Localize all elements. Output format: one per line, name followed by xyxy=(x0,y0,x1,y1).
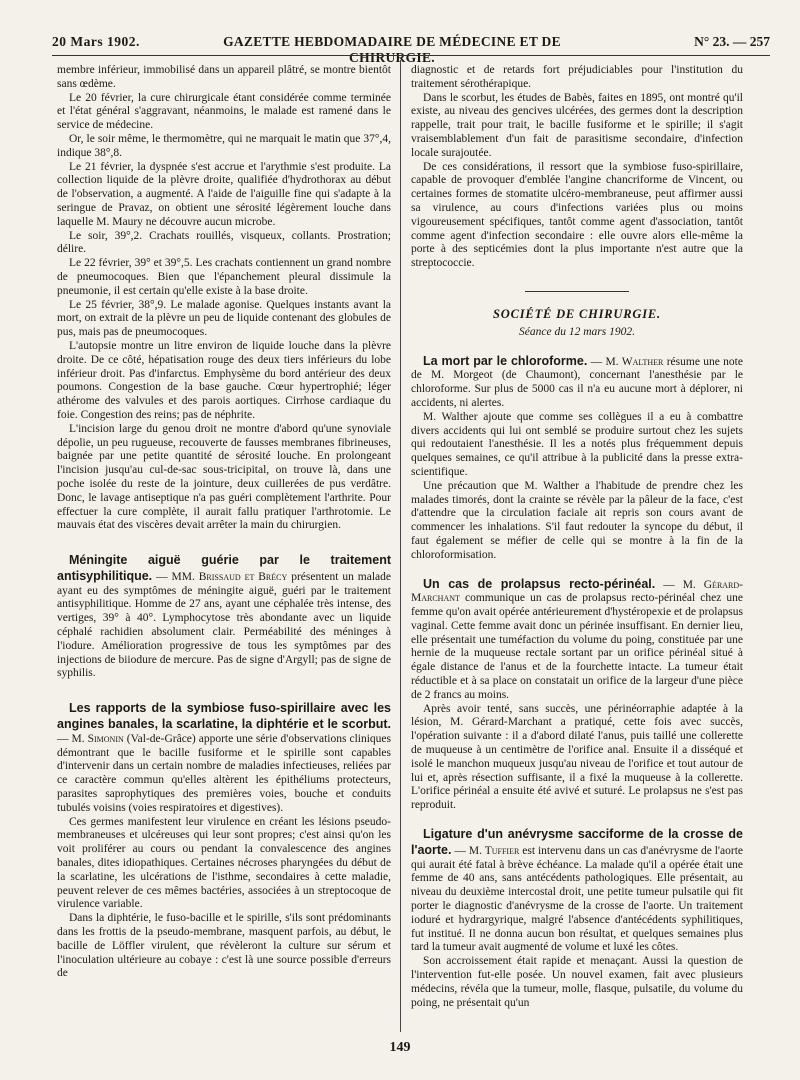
paragraph: Le soir, 39°,2. Crachats rouillés, visqueux, collants. Prostration; délire. xyxy=(57,229,391,256)
issue-date: 20 Mars 1902. xyxy=(52,34,140,49)
article-prolapsus: Un cas de prolapsus recto-périnéal. — M. Gérard-Marchant communique un cas de prolapsus recto-périnéal chez une femme qu'on avait opérée antérieurement d'hystéropexie et de prolapsus vaginal. Cette femme avait donc un périnée insuffisant. En dernier lieu, elle présentait une tuméfaction du volume du poing, constituée par une hernie de la muqueuse rectale sortant par un orifice périnéal situé à égale distance de l'anus et de la fourchette intacte. La tumeur était réductible et à sa place on constatait un orifice de la largeur d'une pièce de 2 francs au moins. xyxy=(411,576,744,701)
paragraph: membre inférieur, immobilisé dans un appareil plâtré, se montre bientôt sans œdème. xyxy=(57,64,391,90)
paragraph: Le 20 février, la cure chirurgicale étant considérée comme terminée et l'état général s'aggravant, néanmoins, le malade est ramené dans le service de médecine. xyxy=(57,91,391,132)
section-separator xyxy=(525,291,629,292)
header-rule xyxy=(52,55,770,56)
article-body: présentent un malade ayant eu des symptômes de méningite aiguë, guéri par le traitement antisyphilitique. Homme de 27 ans, ayant une céphalée très intense, des vertiges, 39° à 40°. Lymphocytose très abondante avec un liquide céphalé rachidien absolument clair. Perméabilité des méninges à l'iodure. Amélioration progressive de tous les symptômes par des injections de biiodure de mercure. Pas de signe d'Argyll; pas de signe de syphilis. xyxy=(57,570,392,680)
paragraph: Le 22 février, 39° et 39°,5. Les crachats contiennent un grand nombre de pneumocoques. Bien que l'épanchement pleural dissimule la pneumonie, il est certain qu'elle existe à la base droite. xyxy=(57,257,391,297)
paragraph: Ces germes manifestent leur virulence en créant les lésions pseudo-membraneuses et ulcéreuses qui leur sont propres; c'est ainsi qu'on les voit proliférer au cours ou pendant la convalescence des angines banales, dites idiopathiques. Certaines nécroses pharyngées du début de la scarlatine, les ulcérations de l'isthme, secondaires à cette maladie, peuvent relever de ces mêmes bactéries, associées à un streptocoque de virulence variable. xyxy=(57,815,391,911)
paragraph: Dans la diphtérie, le fuso-bacille et le spirille, s'ils sont prédominants dans les frottis de la pseudo-membrane, masquent parfois, au début, le bacille de Löffler virulent, que révèleront la culture sur sérum et l'inoculation ultérieure au cobaye : c'est là une source possible d'erreurs de xyxy=(57,912,391,980)
article-body: communique un cas de prolapsus recto-périnéal chez une femme qu'on avait opérée antérieurement d'hystéropexie et de prolapsus vaginal. Cette femme avait donc un périnée insuffisant. En dernier lieu, elle présentait une tuméfaction du volume du poing, constituée par une hernie de la muqueuse rectale sortant par un orifice périnéal situé à égale distance de l'anus et de la fourchette intacte. La tumeur était réductible et à sa place on constatait un orifice de la largeur d'une pièce de 2 francs au moins. xyxy=(411,592,743,701)
paragraph: Après avoir tenté, sans succès, une périnéorraphie adaptée à la lésion, M. Gérard-Marchant a pratiqué, cette fois avec succès, l'opération suivante : il a d'abord dilaté l'anus, puis taillé une collerette de muqueuse à un centimètre de l'orifice anal. Ensuite il a disséqué et isolé le manchon muqueux jusqu'au niveau de l'orifice et tout autour de lui et, après résection suffisante, il a fixé la muqueuse à la collerette. L'orifice périnéal a ensuite été avivé et suturé. Le prolapsus ne s'est pas reproduit. xyxy=(411,702,743,812)
issue-page-number: N° 23. — 257 xyxy=(694,34,770,49)
running-header xyxy=(52,32,770,65)
article-author: MM. Brissaud et Brécy xyxy=(171,570,288,583)
paragraph: L'incision large du genou droit ne montre d'abord qu'une synoviale dépolie, un peu rugueuse, recouverte de fausses membranes fibrineuses, baignée par une petite quantité de sérosité louche. En prolongeant l'incision jusqu'au cul-de-sac sous-tricipital, on trouve là, dans une poche isolée du reste de la jointure, deux cuillerées de pus verdâtre. Donc, le lavage antiseptique n'a pas guéri complètement l'arthrite. Pour effectuer la cure complète, il aurait fallu pratiquer l'arthrotomie. Le mauvais état des viscères devait arrêter la main du chirurgien. xyxy=(57,422,391,532)
paragraph: Or, le soir même, le thermomètre, qui ne marquait le matin que 37°,4, indique 38°,8. xyxy=(57,132,391,159)
article-body: résume une note de M. Morgeot (de Chaumont), concernant l'anesthésie par le chloroforme. Sur plus de 5000 cas il n'a eu aucune mort à déplorer, ni accidents, ni alertes. xyxy=(411,355,743,409)
article-title: Les rapports de la symbiose fuso-spirillaire avec les angines banales, la scarlatine, la diphtérie et le scorbut. xyxy=(57,701,391,732)
paragraph: M. Walther ajoute que comme ses collègues il a eu à combattre divers accidents qui lui ont semblé se produire surtout chez les sujets qui redoutaient l'anesthésie. Il les a notés plus fréquemment depuis quelques semaines, ce qu'il attribue à la publicité dans la presse extra-scientifique. xyxy=(411,410,743,478)
paragraph: De ces considérations, il ressort que la symbiose fuso-spirillaire, capable de provoquer d'emblée l'angine chancriforme de Vincent, ou certaines formes de stomatite ulcéro-membraneuse, peut affirmer aussi sa virulence, au cours d'infections variées plus ou moins vigoureusement spécifiques, tantôt comme agent d'association, tantôt comme agent d'infection secondaire : elle ouvre alors elle-même la porte à des septicémies dont la plus importante n'est autre que la streptococcie. xyxy=(411,160,743,270)
article-anevrysme: Ligature d'un anévrysme sacciforme de la crosse de l'aorte. — M. Tuffier est intervenu dans un cas d'anévrysme de l'aorte qui aurait été fatal à brève échéance. La malade qu'il a opérée était une femme de 40 ans, sans antécédents pathologiques. Elle présentait, au niveau du deuxième intercostal droit, une petite tumeur pulsatile qui fit porter le diagnostic d'anévrysme de la crosse de l'aorte. Un traitement ioduré et hydrargyrique, malgré l'absence d'antécédents syphilitiques, fut institué. Il ne donna aucun bon résultat, et quelques semaines plus tard la tumeur avait augmenté de volume et luxé les côtes. xyxy=(411,827,743,954)
paragraph: Une précaution que M. Walther a l'habitude de prendre chez les malades timorés, dont la crainte se révèle par la pâleur de la face, c'est d'attendre que la circulation faciale ait repris son cours avant de commencer les inhalations. S'il faut redouter la syncope du début, il faut également se méfier de celle qui se montre à la fin de la chloroformisation. xyxy=(411,479,743,561)
paragraph: Son accroissement était rapide et menaçant. Aussi la question de l'intervention fut-elle posée. Un nouvel examen, fait avec plusieurs médecins, révéla que la tumeur, molle, flasque, pulsatile, du volume du poing, ne présentait qu'un xyxy=(411,955,743,1009)
article-author: M. Simonin xyxy=(71,732,124,745)
article-author: M. Tuffier xyxy=(468,844,520,857)
society-heading: SOCIÉTÉ DE CHIRURGIE. xyxy=(493,306,661,321)
article-title: La mort par le chloroforme. xyxy=(423,353,588,368)
journal-title: GAZETTE HEBDOMADAIRE DE MÉDECINE ET DE CHIRURGIE. xyxy=(223,34,561,65)
article-author: M. Walther xyxy=(605,355,664,368)
article-author: M. Gérard-Marchant xyxy=(411,578,744,605)
article-title: Ligature d'un anévrysme sacciforme de la crosse de l'aorte. xyxy=(411,827,743,857)
article-symbiose: Les rapports de la symbiose fuso-spirillaire avec les angines banales, la scarlatine, la diphtérie et le scorbut. — M. Simonin (Val-de-Grâce) apporte une série d'observations cliniques démontrant que le bacille fusiforme et le spirille sont capables d'intervenir dans un certain nombre de maladies infectieuses, reliées par ce caractère commun qu'elles altèrent les épithéliums protecteurs, parasites saprophytiques des premières voies, bouche et conduits tubulés voisins (voies respiratoires et digestives). xyxy=(57,701,391,814)
paragraph: L'autopsie montre un litre environ de liquide louche dans la plèvre droite. De ce côté, hépatisation rouge des deux tiers inférieurs du lobe inférieur droit. Pas d'infarctus. Emphysème du bord antérieur des deux poumons. Congestion de la base gauche. Cœur hypertrophié; léger athérome des valvules et des parois aortiques. Cirrhose cardiaque du foie. Congestion des reins; pas de néphrite. xyxy=(57,339,391,421)
article-meningite: Méningite aiguë guérie par le traitement antisyphilitique. — MM. Brissaud et Brécy présentent un malade ayant eu des symptômes de méningite aiguë, guéri par le traitement antisyphilitique. Homme de 27 ans, ayant une céphalée très intense, des vertiges, 39° à 40°. Lymphocytose très abondante avec un liquide céphalé rachidien absolument clair. Perméabilité des méninges à l'iodure. Amélioration progressive de tous les symptômes par des injections de biiodure de mercure. Pas de signe d'Argyll; pas de signe de syphilis. xyxy=(57,553,392,680)
left-column xyxy=(57,64,391,981)
article-title: Un cas de prolapsus recto-périnéal. xyxy=(423,576,656,591)
article-author-affiliation: (Val-de-Grâce) xyxy=(126,732,196,745)
article-chloroforme: La mort par le chloroforme. — M. Walther résume une note de M. Morgeot (de Chaumont), concernant l'anesthésie par le chloroforme. Sur plus de 5000 cas il n'a eu aucune mort à déplorer, ni accidents, ni alertes. xyxy=(411,353,743,409)
paragraph: Le 25 février, 38°,9. Le malade agonise. Quelques instants avant la mort, on extrait de la plèvre un peu de liquide contenant des globules de pus, mais pas de pneumocoques. xyxy=(57,298,391,339)
article-body: est intervenu dans un cas d'anévrysme de l'aorte qui aurait été fatal à brève échéance. La malade qu'il a opérée était une femme de 40 ans, sans antécédents pathologiques. Elle présentait, au niveau du deuxième intercostal droit, une petite tumeur pulsatile qui fit porter le diagnostic d'anévrysme de la crosse de l'aorte. Un traitement ioduré et hydrargyrique, malgré l'absence d'antécédents syphilitiques, fut institué. Il ne donna aucun bon résultat, et quelques semaines plus tard la tumeur avait augmenté de volume et luxé les côtes. xyxy=(411,844,743,954)
column-divider xyxy=(400,60,401,1032)
paragraph: Le 21 février, la dyspnée s'est accrue et l'arythmie s'est produite. La collection liquide de la plèvre droite, qualifiée d'hydrothorax au début de l'observation, a augmenté. A l'aide de l'aiguille fine qui s'adapte à la seringue de Pravaz, on obtient une sérosité légèrement louche dans laquelle M. Maury ne découvre aucun microbe. xyxy=(57,160,391,228)
paragraph: Dans le scorbut, les études de Babès, faites en 1895, ont montré qu'il existe, au niveau des gencives ulcérées, des germes dont la description rappelle, trait pour trait, le bacille fusiforme et le spirille; il s'agit vraisemblablement d'un fait de parasitisme secondaire, d'infection locale surajoutée. xyxy=(411,91,743,159)
right-column xyxy=(411,64,743,1010)
folio-number: 149 xyxy=(389,1040,411,1055)
paragraph: diagnostic et de retards fort préjudiciables pour l'institution du traitement sérothérapique. xyxy=(411,64,743,90)
article-body: apporte une série d'observations cliniques démontrant que le bacille fusiforme et le spirille sont capables d'intervenir dans un certain nombre de maladies infectieuses, reliées par ce caractère commun qu'elles altèrent les épithéliums protecteurs, parasites saprophytiques des premières voies, bouche et conduits tubulés voisins (voies respiratoires et digestives). xyxy=(57,732,391,814)
session-date: Séance du 12 mars 1902. xyxy=(519,325,635,338)
article-title: Méningite aiguë guérie par le traitement antisyphilitique. xyxy=(57,553,391,583)
